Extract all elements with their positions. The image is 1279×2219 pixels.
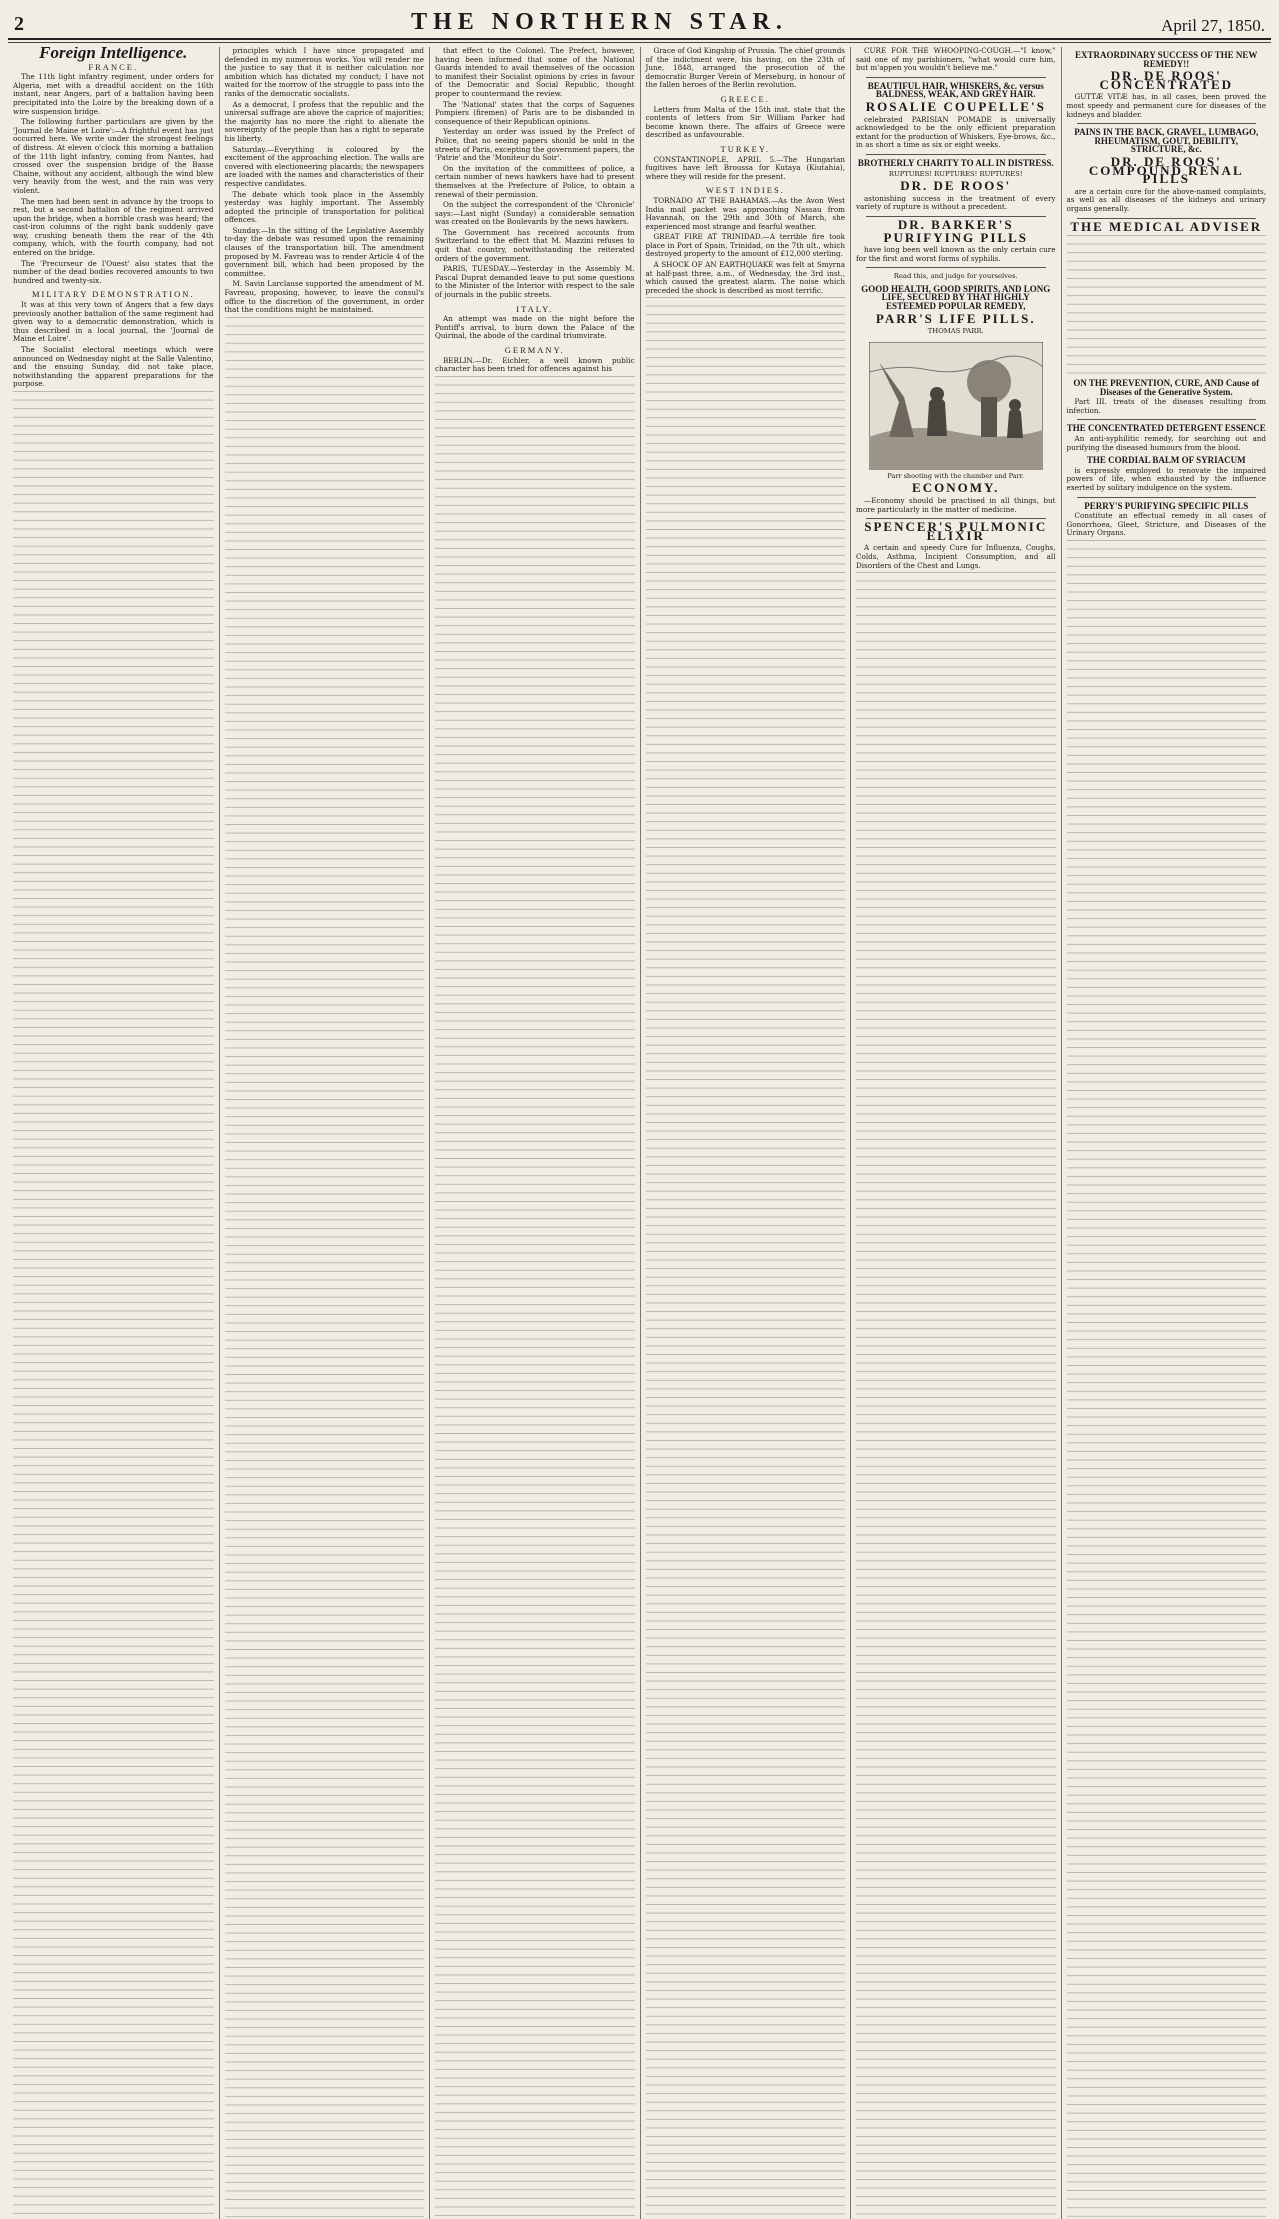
- article-paragraph: M. Savin Larclause supported the amendment of M. Favreau, proposing, however, to leave the consul's office to the discretion of the government, in order that the conditions might be maintained.: [224, 279, 424, 315]
- columns: [8, 47, 1271, 2219]
- article-paragraph: CURE FOR THE WHOOPING-COUGH.—"I know," said one of my parishioners, "what would cure him, but m'appen you wouldn't believe me.": [856, 47, 1056, 73]
- article-paragraph: As a democrat, I profess that the republic and the universal suffrage are above the caprice of majorities; the majority has no more the right to alienate the sovereignty of the people than has a right to separate his liberty.: [224, 99, 424, 143]
- ad-heading-essence: THE CONCENTRATED DETERGENT ESSENCE: [1066, 423, 1266, 434]
- article-paragraph: TORNADO AT THE BAHAMAS.—As the Avon West India mail packet was approaching Nassau from Havannah, on the 29th and 30th of March, she experienced most strange and fearful weather.: [645, 195, 845, 231]
- ad-good-health: GOOD HEALTH, GOOD SPIRITS, AND LONG LIFE, SECURED BY THAT HIGHLY ESTEEMED POPULAR REMEDY,: [861, 283, 1051, 312]
- article-paragraph: PARIS, TUESDAY.—Yesterday in the Assembly M. Pascal Duprat demanded leave to put some questions to the Minister of the Interior with respect to the sale of journals in the public streets.: [435, 264, 635, 300]
- article-paragraph: The 11th light infantry regiment, under orders for Algeria, met with a dreadful accident on the 16th instant, near Angers, part of a battalion having been precipitated into the Loire by the breaking down of a wire suspension bridge.: [13, 72, 214, 116]
- text-filler: [856, 572, 1056, 2219]
- column-3: [429, 47, 640, 2219]
- text-filler: [646, 297, 846, 2219]
- article-paragraph: Letters from Malta of the 15th inst. state that the contents of letters from Sir William Parker had become known there. The affairs of Greece were described as unfavourable.: [645, 104, 845, 140]
- ad-paragraph: An anti-syphilitic remedy, for searching out and purifying the diseased humours from the blood.: [1066, 434, 1266, 452]
- article-paragraph: It was at this very town of Angers that a few days previously another battalion of the same regiment had given way to a democratic demonstration, which is thus described in a local journal, the 'Journal de Maine et Loire'.: [13, 300, 214, 344]
- masthead-rule: [8, 42, 1271, 43]
- text-filler: [1067, 235, 1267, 375]
- column-1: [8, 47, 219, 2219]
- ad-heading-medical-adviser: THE MEDICAL ADVISER: [1070, 218, 1263, 234]
- ad-heading-brotherly: BROTHERLY CHARITY TO ALL IN DISTRESS.: [857, 157, 1054, 168]
- article-paragraph: Saturday.—Everything is coloured by the excitement of the approaching election. The walls are covered with electioneering placards; the newspapers are loaded with the names and characteristics of their respective candidates.: [224, 144, 424, 188]
- ad-heading-perry: PERRY'S PURIFYING SPECIFIC PILLS: [1084, 500, 1249, 511]
- ad-heading-hair: BEAUTIFUL HAIR, WHISKERS, &c. versus BALDNESS, WEAK, AND GREY HAIR.: [867, 80, 1044, 100]
- text-filler: [1067, 540, 1267, 2219]
- article-paragraph: The following further particulars are given by the 'Journal de Maine et Loire':—A frightful event has just occurred here. We write under the strongest feelings of distress. At eleven o'clock this morning a battalion of the 11th light infantry, coming from Nantes, had crossed over the suspension bridge of the Basse Chaine, without any accident, although the wind blew very heavily from the west, and the rain was very violent.: [13, 117, 214, 195]
- ad-paragraph: GUTTÆ VITÆ has, in all cases, been proved the most speedy and permanent cure for diseases of the kidneys and bladder.: [1066, 92, 1266, 119]
- column-2: [219, 47, 430, 2219]
- article-paragraph: CONSTANTINOPLE, APRIL 5.—The Hungarian fugitives have left Broussa for Kutaya (Kiutahia), where they will reside for the present.: [645, 154, 845, 181]
- ad-heading-syriacum: THE CORDIAL BALM OF SYRIACUM: [1086, 455, 1246, 466]
- ad-read-this: Read this, and judge for yourselves.: [893, 272, 1018, 281]
- text-filler: [225, 317, 425, 2219]
- ad-paragraph: —Economy should be practised in all things, but more particularly in the matter of medicine.: [856, 496, 1056, 514]
- divider: [1077, 497, 1257, 498]
- column-6: [1061, 47, 1272, 2219]
- ad-heading-purifying-pills: PURIFYING PILLS: [883, 229, 1028, 245]
- ad-heading-barker: DR. BARKER'S: [897, 216, 1014, 232]
- ad-paragraph: astonishing success in the treatment of every variety of rupture is without a precedent.: [856, 193, 1056, 212]
- ad-heading-compound: DR. DE ROOS' COMPOUND RENAL PILLS: [1088, 153, 1244, 187]
- ad-heading-de-roos-concentrated: DR. DE ROOS' CONCENTRATED: [1099, 68, 1234, 92]
- ad-ruptures: RUPTURES! RUPTURES! RUPTURES!: [888, 169, 1023, 178]
- article-paragraph: Yesterday an order was issued by the Prefect of Police, that no seeing papers should be sold in the streets of Paris, excepting the government papers, the 'Patrie' and the 'Moniteur du Soir'.: [435, 127, 635, 163]
- article-paragraph: GREAT FIRE AT TRINIDAD.—A terrible fire took place in Port of Spain, Trinidad, on the 7th ult., which destroyed property to the amount of £12,000 sterling.: [645, 232, 845, 259]
- article-paragraph: The debate which took place in the Assembly yesterday was highly important. The Assembly adopted the principle of transportation for political offences.: [224, 189, 424, 225]
- section-title-foreign: Foreign Intelligence.: [39, 47, 188, 62]
- page-number: 2: [14, 13, 24, 35]
- ad-heading-coupelle: ROSALIE COUPELLE'S: [865, 98, 1046, 114]
- article-paragraph: The 'Precurseur de l'Ouest' also states that the number of the dead bodies recovered amounts to two hundred and twenty-six.: [13, 258, 214, 285]
- article-paragraph: An attempt was made on the night before the Pontiff's arrival, to burn down the Palace of the Quirinal, the abode of the cardinal triumvirate.: [435, 314, 635, 341]
- ad-heading-de-roos: DR. DE ROOS': [900, 178, 1012, 194]
- ad-paragraph: Part III. treats of the diseases resulting from infection.: [1066, 397, 1266, 415]
- ad-paragraph: A certain and speedy Cure for Influenza, Coughs, Colds, Asthma, Incipient Consumption, and all Disorders of the Chest and Lungs.: [856, 543, 1056, 570]
- ad-heading-pains: PAINS IN THE BACK, GRAVEL, LUMBAGO, RHEUMATISM, GOUT, DEBILITY, STRICTURE, &c.: [1074, 127, 1259, 155]
- article-paragraph: The Socialist electoral meetings which were announced on Wednesday night at the Salle Valentino, and the ensuing Sunday, did not take place, notwithstanding the apparent preparations for the purpose.: [13, 345, 214, 389]
- heading-west-indies: WEST INDIES.: [705, 185, 785, 196]
- ad-thomas-parr: THOMAS PARR.: [927, 327, 984, 336]
- ad-paragraph: are a certain cure for the above-named complaints, as well as all diseases of the kidneys and urinary organs generally.: [1066, 186, 1266, 213]
- heading-turkey: TURKEY.: [720, 143, 770, 154]
- heading-greece: GREECE.: [720, 93, 770, 104]
- heading-military: MILITARY DEMONSTRATION.: [31, 289, 195, 300]
- article-paragraph: On the subject the correspondent of the 'Chronicle' says:—Last night (Sunday) a considerable sensation was created on the Boulevards by the news hawkers.: [435, 200, 635, 227]
- column-4: [640, 47, 851, 2219]
- ad-paragraph: have long been well known as the only certain cure for the first and worst forms of syphilis.: [856, 245, 1056, 263]
- article-paragraph: BERLIN.—Dr. Eichler, a well known public character has been tried for offences against his: [435, 355, 635, 374]
- column-5: [850, 47, 1061, 2219]
- divider: [866, 77, 1046, 78]
- article-paragraph: A SHOCK OF AN EARTHQUAKE was felt at Smyrna at half-past three, a.m., of Wednesday, the 3rd inst., which caused the greatest alarm. The noise which preceded the shock is described as most terrific.: [645, 260, 845, 295]
- ad-heading-prevention: ON THE PREVENTION, CURE, AND Cause of Diseases of the Generative System.: [1073, 378, 1260, 397]
- article-paragraph: Sunday.—In the sitting of the Legislative Assembly to-day the debate was resumed upon the remaining clauses of the transportation bill. The amendment proposed by M. Favreau was to render Article 4 of the government bill, which had been proposed by the committee.: [224, 225, 424, 278]
- ad-paragraph: Constitute an effectual remedy in all cases of Gonorrhoea, Gleet, Stricture, and Diseases of the Urinary Organs.: [1066, 511, 1266, 538]
- masthead: [8, 6, 1271, 40]
- ad-heading-spencer: SPENCER'S PULMONIC ELIXIR: [864, 519, 1048, 543]
- illustration-caption: Parr shooting with the chamber and Parr.: [887, 471, 1025, 480]
- article-paragraph: On the invitation of the committees of police, a certain number of news hawkers have had to present themselves at the Prefecture of Police, to obtain a renewal of their permission.: [435, 163, 635, 199]
- divider: [866, 267, 1046, 268]
- heading-italy: ITALY.: [516, 303, 554, 314]
- article-paragraph: Grace of God Kingship of Prussia. The chief grounds of the indictment were, his having, on the 23th of June, 1848, arranged the prosecution of the democratic Burger Verein of Merseburg, in honour of the fallen heroes of the Berlin revolution.: [645, 47, 845, 90]
- ad-heading-parr: PARR'S LIFE PILLS.: [875, 310, 1036, 326]
- newspaper-title: THE NORTHERN STAR.: [411, 9, 788, 35]
- text-filler: [13, 391, 214, 2219]
- ad-paragraph: is expressly employed to renovate the impaired powers of life, when exhausted by the influence exerted by solitary indulgence on the system.: [1066, 465, 1266, 493]
- article-paragraph: The Government has received accounts from Switzerland to the effect that M. Mazzini refuses to quit that country, notwithstanding the reiterated orders of the government.: [435, 227, 635, 263]
- divider: [1077, 123, 1257, 124]
- heading-germany: GERMANY.: [504, 345, 565, 355]
- article-paragraph: The men had been sent in advance by the troops to rest, but a second battalion of the regiment arrived upon the bridge, when a horrible crash was heard; the cast-iron columns of the right bank suddenly gave way, crushing beneath them the rear of the 4th company, which, with the fourth company, had not entered on the bridge.: [13, 196, 214, 258]
- ad-heading-economy: ECONOMY.: [912, 480, 1000, 496]
- ad-heading-extraordinary: EXTRAORDINARY SUCCESS OF THE NEW REMEDY!!: [1075, 50, 1258, 69]
- divider: [1077, 419, 1257, 420]
- article-paragraph: that effect to the Colonel. The Prefect, however, having been informed that some of the National Guards intended to avail themselves of the occasion to manifest their Socialist opinions by cries in favour of the Democratic and Social Republic, thought proper to countermand the review.: [435, 47, 635, 98]
- heading-france: FRANCE.: [88, 61, 139, 72]
- parr-engraving-illustration: [869, 342, 1043, 470]
- article-paragraph: principles which I have since propagated and defended in my numerous works. You will render me the justice to say that it is neither calculation nor ambition which has dictated my conduct; I have not waited for the morrow of the struggle to pass into the ranks of the democratic socialists.: [224, 47, 424, 98]
- article-paragraph: The 'National' states that the corps of Saguenes Pompiers (firemen) of Paris are to be disbanded in consequence of their Republican opinions.: [435, 99, 635, 126]
- text-filler: [435, 376, 635, 2219]
- ad-paragraph: celebrated PARISIAN POMADE is universally acknowledged to be the only efficient preparation extant for the production of Whiskers, Eye-brows, &c., in as short a time as six or eight weeks.: [856, 114, 1056, 150]
- divider: [866, 154, 1046, 155]
- issue-date: April 27, 1850.: [1161, 16, 1265, 35]
